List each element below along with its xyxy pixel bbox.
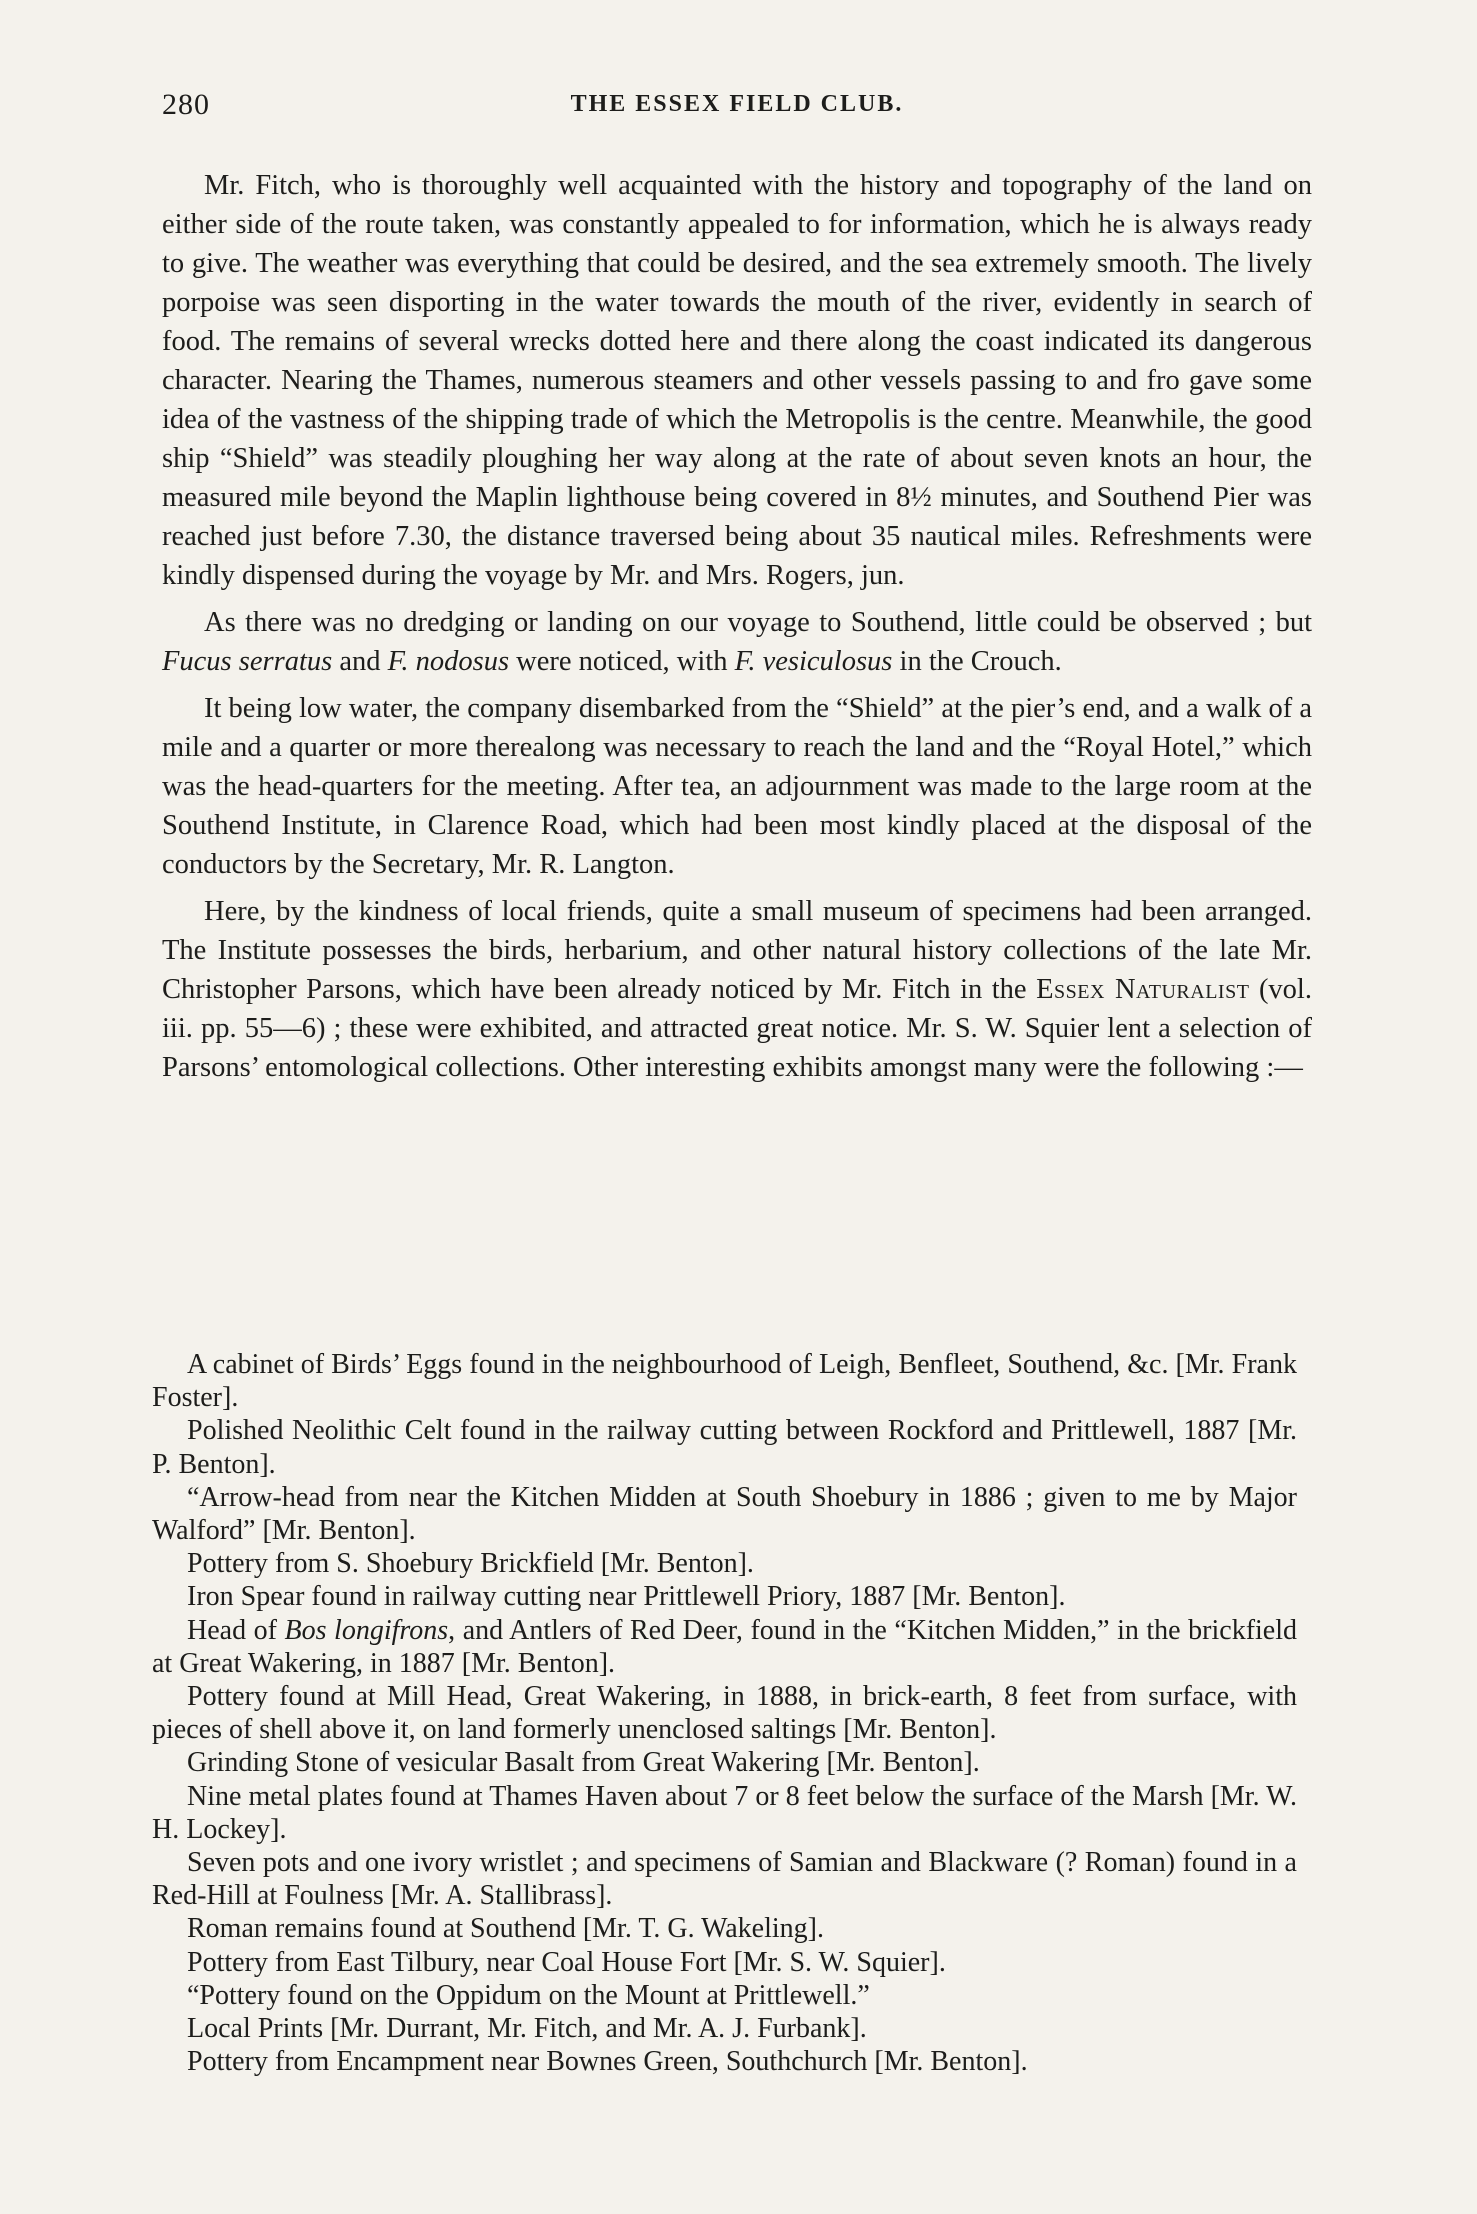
exhibit-item <box>152 1614 1297 1680</box>
text-run: As there was no dredging or landing on our voyage to Southend, little could be observed ; but <box>204 607 1312 638</box>
text-run: in the Crouch. <box>892 646 1062 677</box>
body-text <box>162 166 1312 1095</box>
exhibit-item: Pottery from Encampment near Bownes Green, Southchurch [Mr. Benton]. <box>187 2046 1028 2078</box>
exhibit-item: A cabinet of Birds’ Eggs found in the neighbourhood of Leigh, Benfleet, Southend, &c. [Mr. Frank Foster]. <box>152 1349 1297 1414</box>
paragraph-disembarking: It being low water, the company disembarked from the “Shield” at the pier’s end, and a walk of a mile and a quarter or more therealong was necessary to reach the land and the “Royal Hotel,” which was the head-quarters for the meeting. After tea, an adjournment was made to the large room at the Southend Institute, in Clarence Road, which had been most kindly placed at the disposal of the conductors by the Secretary, Mr. R. Langton. <box>162 693 1312 880</box>
paragraph-seaweeds <box>162 603 1312 681</box>
exhibit-item: “Arrow-head from near the Kitchen Midden at South Shoebury in 1886 ; given to me by Major Walford” [Mr. Benton]. <box>152 1481 1297 1547</box>
species-name: Bos longifrons <box>284 1614 449 1646</box>
text-run: were noticed, with <box>509 646 735 677</box>
exhibits-list <box>152 1348 1297 2078</box>
exhibit-item: Seven pots and one ivory wristlet ; and specimens of Samian and Blackware (? Roman) found in a Red-Hill at Foulness [Mr. A. Stallibrass]. <box>152 1847 1297 1912</box>
species-name: Fucus serratus <box>162 646 333 677</box>
exhibit-item: Iron Spear found in railway cutting near Prittlewell Priory, 1887 [Mr. Benton]. <box>187 1581 1066 1613</box>
exhibit-item: Pottery from East Tilbury, near Coal House Fort [Mr. S. W. Squier]. <box>187 1946 946 1978</box>
species-name: F. nodosus <box>387 646 510 677</box>
exhibit-item: Nine metal plates found at Thames Haven about 7 or 8 feet below the surface of the Marsh [Mr. W. H. Lockey]. <box>152 1780 1297 1845</box>
running-head <box>162 88 1312 128</box>
exhibit-item: Pottery from S. Shoebury Brickfield [Mr. Benton]. <box>187 1548 754 1580</box>
text-run: Here, by the kindness of local friends, quite a small museum of specimens had been arranged. The Institute possesses the birds, herbarium, and other natural history collections of the late Mr. Christopher Parsons, which have been already noticed by Mr. Fitch in the <box>162 896 1312 1005</box>
journal-name: Essex Naturalist <box>1036 974 1250 1005</box>
exhibit-item: Grinding Stone of vesicular Basalt from Great Wakering [Mr. Benton]. <box>187 1747 980 1779</box>
exhibit-item: Local Prints [Mr. Durrant, Mr. Fitch, and Mr. A. J. Furbank]. <box>187 2013 867 2045</box>
paragraph-excursion-voyage: Mr. Fitch, who is thoroughly well acquainted with the history and topography of the land on either side of the route taken, was constantly appealed to for information, which he is always ready to give. The weather was everything that could be desired, and the sea extremely smooth. The lively porpoise was seen disporting in the water towards the mouth of the river, evidently in search of food. The remains of several wrecks dotted here and there along the coast indicated its dangerous character. Nearing the Thames, numerous steamers and other vessels passing to and fro gave some idea of the vastness of the shipping trade of which the Metropolis is the centre. Meanwhile, the good ship “Shield” was steadily ploughing her way along at the rate of about seven knots an hour, the measured mile beyond the Maplin lighthouse being covered in 8½ minutes, and Southend Pier was reached just before 7.30, the distance traversed being about 35 nautical miles. Refreshments were kindly dispensed during the voyage by Mr. and Mrs. Rogers, jun. <box>162 170 1312 591</box>
page-number: 280 <box>162 88 210 121</box>
journal-title: THE ESSEX FIELD CLUB. <box>570 91 904 117</box>
text-run: (vol. iii. pp. 55—6) ; these were exhibited, and attracted great notice. Mr. S. W. Squier lent a selection of Parsons’ entomological collections. Other interesting exhibits amongst many were the following :— <box>162 974 1312 1083</box>
text-run: Head of <box>187 1614 285 1646</box>
exhibit-item: Polished Neolithic Celt found in the railway cutting between Rockford and Prittlewell, 1887 [Mr. P. Benton]. <box>152 1415 1297 1480</box>
text-run: and <box>332 646 388 677</box>
exhibit-item: Roman remains found at Southend [Mr. T. G. Wakeling]. <box>187 1913 824 1945</box>
text-run: , and Antlers of Red Deer, found in the “Kitchen Midden,” in the brickfield at Great Wakering, in 1887 [Mr. Benton]. <box>152 1614 1297 1679</box>
species-name: F. vesiculosus <box>734 646 893 677</box>
paragraph-museum <box>162 892 1312 1087</box>
exhibit-item: “Pottery found on the Oppidum on the Mount at Prittlewell.” <box>187 1979 870 2011</box>
exhibit-item: Pottery found at Mill Head, Great Wakering, in 1888, in brick-earth, 8 feet from surface, with pieces of shell above it, on land formerly unenclosed saltings [Mr. Benton]. <box>152 1681 1297 1746</box>
